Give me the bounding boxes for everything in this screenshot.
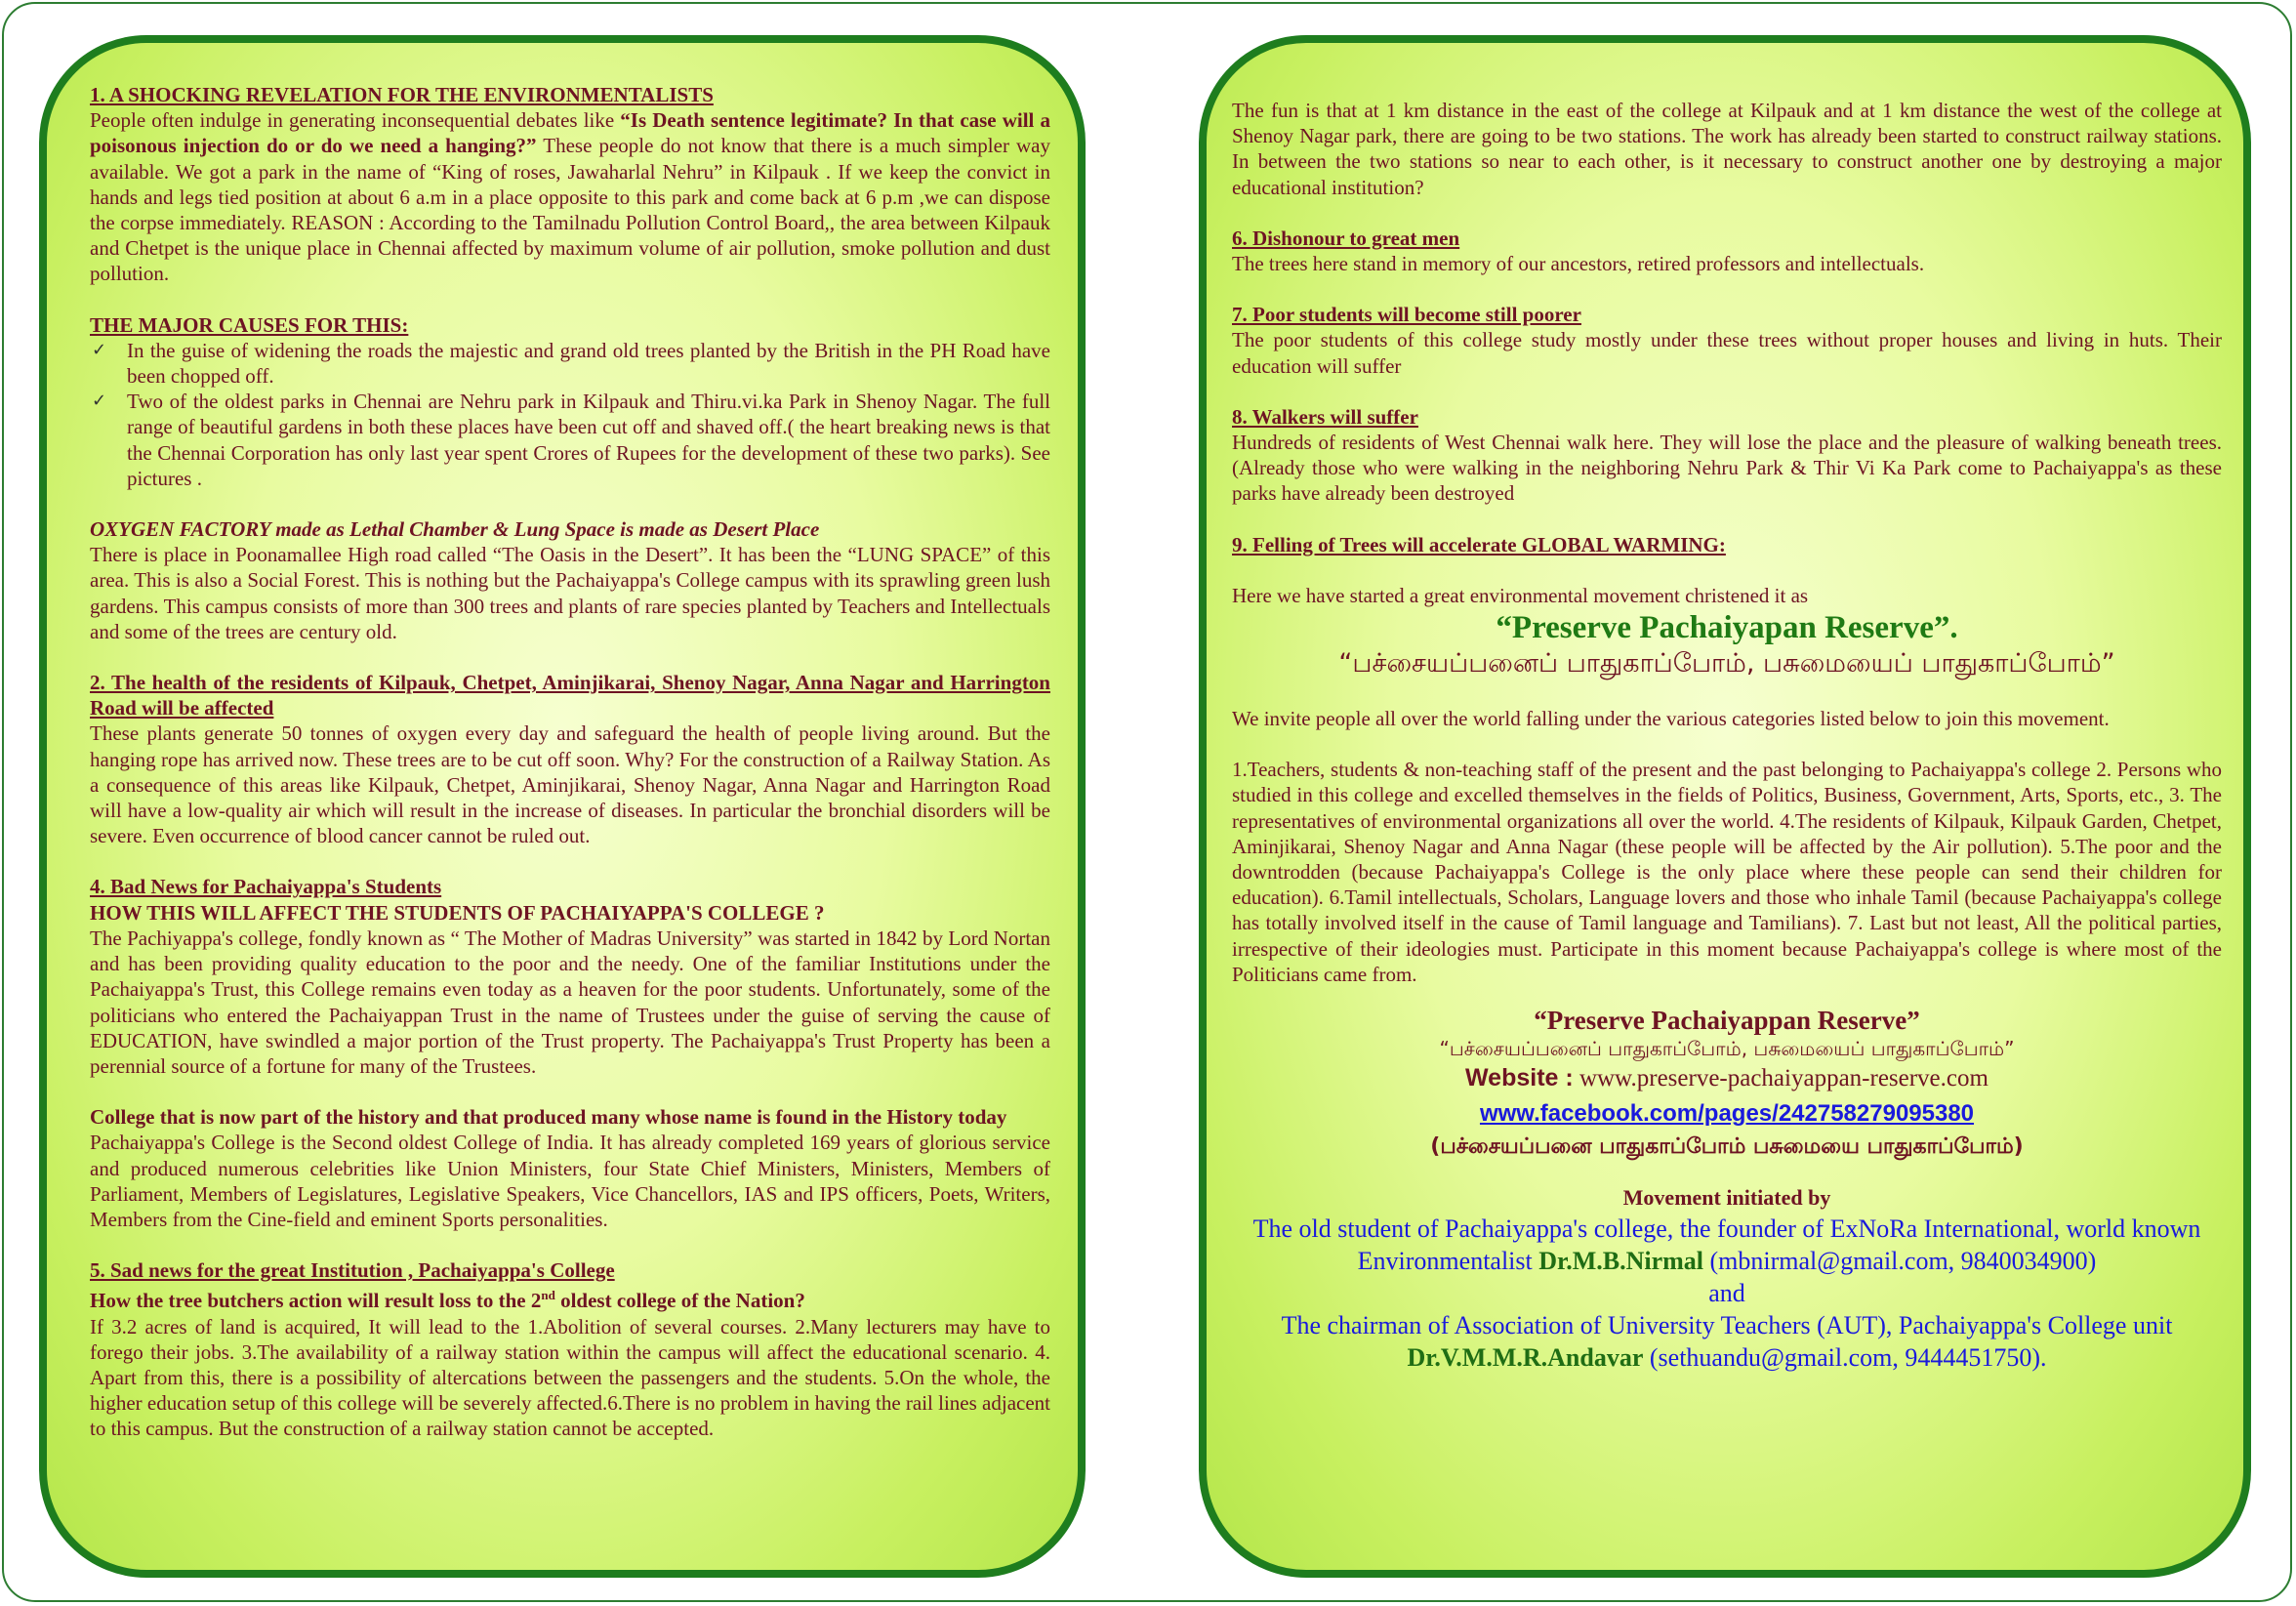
section-6-heading: 6. Dishonour to great men (1232, 226, 1460, 250)
section-5-heading: 5. Sad news for the great Institution , Pachaiyappa's College (90, 1258, 615, 1283)
facebook-link[interactable]: www.facebook.com/pages/242758279095380 (1479, 1100, 1975, 1128)
checkmark-icon: ✓ (92, 391, 107, 412)
section-5-sub-a: How the tree butchers action will result loss to the 2 (90, 1289, 542, 1313)
oxygen-heading: OXYGEN FACTORY made as Lethal Chamber & Lung Space is made as Desert Place (90, 517, 820, 542)
section-8-heading: 8. Walkers will suffer (1232, 404, 1418, 429)
causes-heading: THE MAJOR CAUSES FOR THIS: (90, 312, 409, 337)
section-7-text: The poor students of this college study mostly under these trees without proper houses and living in huts. Their education will suffer (1232, 328, 2222, 378)
invite-text: We invite people all over the world falling under the various categories listed below to join this movement. (1232, 707, 2110, 731)
initiator-2 (1232, 1309, 2222, 1374)
section-2-text: These plants generate 50 tonnes of oxygen every day and safeguard the health of people living around. But the hanging rope has arrived now. These trees are to be cut off soon. Why? For the construction of a Railway Station. As a consequence of this areas like Kilpauk, Chetpet, Aminjikarai, Shenoy Nagar, Anna Nagar and Harrington Road will have a low-quality air which will result in the increase of diseases. In particular the bronchial disorders will be severe. Even occurrence of blood cancer cannot be ruled out. (90, 721, 1050, 848)
section-1-text-a: People often indulge in generating inconsequential debates like (90, 108, 621, 133)
categories-text: 1.Teachers, students & non-teaching staff of the present and the past belonging to Pachaiyappa's college 2. Persons who studied in this college and excelled themselves in the fields of Politics, Business, Government, Arts, Sports, etc., 3. The representatives of environmental organizations all over the world. 4.The residents of Kilpauk, Kilpauk Garden, Chetpet, Aminjikarai, Shenoy Nagar and Anna Nagar (these people will be affected by the Air pollution). 5.The poor and the downtrodden (because Pachaiyappa's College is the only place where these people can send their children for education). 6.Tamil intellectuals, Scholars, Language lovers and those who inhale Tamil (because Pachaiyappa's college has totally involved itself in the cause of Tamil language and Tamilians). 7. Last but not least, All the political parties, irrespective of their ideologies must. Participate in this moment because Pachaiyappa's college is where most of the Politicians came from. (1232, 758, 2222, 986)
section-1-text (90, 107, 1050, 286)
facebook-line (1232, 1097, 2222, 1131)
slogan-tamil: “பச்சையப்பனைப் பாதுகாப்போம், பசுமையைப் பாதுகாப்போம்” (1338, 648, 2115, 679)
causes-list (90, 338, 1050, 491)
movement-intro: Here we have started a great environmental movement christened it as (1232, 583, 1809, 607)
initiator-2-name: Dr.V.M.M.R.Andavar (1407, 1343, 1644, 1373)
section-1-heading: 1. A SHOCKING REVELATION FOR THE ENVIRONMENTALISTS (90, 83, 714, 106)
section-1-text-b: These people do not know that there is a much simpler way available. We got a park in the name of “King of roses, Jawaharlal Nehru” in Kilpauk . If we keep the convict in hands and legs tied position at about 6 a.m in a place opposite to this park and come back at 6 p.m ,we can dispose the corpse immediately. REASON : According to the Tamilnadu Pollution Control Board,, the area between Kilpauk and Chetpet is the unique place in Chennai affected by maximum volume of air pollution, smoke pollution and dust pollution. (90, 134, 1051, 286)
section-5-subheading (90, 1283, 1050, 1313)
section-4-heading: 4. Bad News for Pachaiyappa's Students (90, 875, 442, 899)
section-1-text-bold: “Is Death sentence legitimate? In that case will a poisonous injection do or do we need a hanging?” (90, 108, 1050, 158)
website-line (1232, 1061, 2222, 1095)
section-5-text: If 3.2 acres of land is acquired, It will lead to the 1.Abolition of several courses. 2.Many lecturers may have to forego their jobs. 3.The availability of a railway station within the campus will affect the educational scenario. 4. Apart from this, there is a possibility of altercations between the passengers and the students. 5.On the whole, the higher education setup of this college will be severely affected.6.There is no problem in having the rail lines adjacent to this campus. But the construction of a railway station cannot be accepted. (90, 1314, 1050, 1441)
section-2-heading: 2. The health of the residents of Kilpauk, Chetpet, Aminjikarai, Shenoy Nagar, Anna Nagar and Harrington Road will be affected (90, 671, 1050, 721)
right-content (1232, 98, 2222, 1374)
oxygen-text: There is place in Poonamallee High road called “The Oasis in the Desert”. It has been the “LUNG SPACE” of this area. This is also a Social Forest. This is nothing but the Pachaiyappa's College campus with its sprawling green lush gardens. This campus consists of more than 300 trees and plants of rare species planted by Teachers and Intellectuals and some of the trees are century old. (90, 543, 1050, 643)
section-4-subheading: HOW THIS WILL AFFECT THE STUDENTS OF PACHAIYAPPA'S COLLEGE ? (90, 900, 825, 925)
history-text: Pachaiyappa's College is the Second oldest College of India. It has already completed 169 years of glorious service and produced numerous celebrities like Union Ministers, four State Chief Ministers, Ministers, Members of Parliament, Members of Legislatures, Legislative Speakers, Vice Chancellors, IAS and IPS officers, Poets, Writers, Members from the Cine-field and eminent Sports personalities. (90, 1131, 1050, 1231)
list-item (90, 338, 1050, 389)
slogan: “Preserve Pachaiyapan Reserve”. (1496, 610, 1958, 646)
section-7-heading: 7. Poor students will become still poorer (1232, 303, 1581, 327)
section-9-heading: 9. Felling of Trees will accelerate GLOBAL WARMING: (1232, 532, 1726, 556)
initiator-1-contact: (mbnirmal@gmail.com, 9840034900) (1703, 1247, 2097, 1276)
history-heading: College that is now part of the history and that produced many whose name is found in the History today (90, 1105, 1007, 1130)
section-5-sub-sup: nd (541, 1288, 555, 1303)
footer-tamil: “பச்சையப்பனைப் பாதுகாப்போம், பசுமையைப் பாதுகாப்போம்” (1439, 1037, 2015, 1061)
footer-title: “Preserve Pachaiyappan Reserve” (1534, 1006, 1920, 1036)
initiator-2-contact: (sethuandu@gmail.com, 9444451750). (1643, 1343, 2047, 1373)
list-item (90, 389, 1050, 491)
footer-tamil-paren: (பச்சையப்பனை பாதுகாப்போம் பசுமையை பாதுகாப்போம்) (1430, 1134, 2024, 1160)
initiator-1 (1232, 1213, 2222, 1277)
website-label: Website : (1465, 1064, 1574, 1092)
section-4-text: The Pachiyappa's college, fondly known as “ The Mother of Madras University” was started in 1842 by Lord Nortan and has been providing quality education to the poor and the needy. One of the familiar Institutions under the Pachaiyappa's Trust, this College remains even today as a heaven for the poor students. Unfortunately, some of the politicians who entered the Pachaiyappan Trust in the name of Trustees under the guise of serving the cause of EDUCATION, have swindled a major portion of the Trust property. The Pachaiyappa's Trust Property has been a perennial source of a fortune for many of the Trustees. (90, 926, 1050, 1078)
left-panel (39, 35, 1086, 1578)
initiator-2-text: The chairman of Association of University Teachers (AUT), Pachaiyappa's College unit (1281, 1311, 2173, 1340)
section-6-text: The trees here stand in memory of our ancestors, retired professors and intellectuals. (1232, 252, 1925, 276)
section-8-text: Hundreds of residents of West Chennai walk here. They will lose the place and the pleasure of walking beneath trees. (Already those who were walking in the neighboring Nehru Park & Thir Vi Ka Park come to Pachaiyappa's as these parks have already been destroyed (1232, 431, 2222, 506)
right-panel (1199, 35, 2251, 1578)
checkmark-icon: ✓ (92, 339, 107, 360)
intro-text: The fun is that at 1 km distance in the east of the college at Kilpauk and at 1 km distance the west of the college at Shenoy Nagar park, there are going to be two stations. The work has already been started to construct railway stations. In between the two stations so near to each other, is it necessary to construct another one by destroying a major educational institution? (1232, 99, 2222, 199)
cause-text: In the guise of widening the roads the majestic and grand old trees planted by the British in the PH Road have been chopped off. (127, 338, 1050, 389)
cause-text: Two of the oldest parks in Chennai are Nehru park in Kilpauk and Thiru.vi.ka Park in Shenoy Nagar. The full range of beautiful gardens in both these places have been cut off and shaved off.( the heart breaking news is that the Chennai Corporation has only last year spent Crores of Rupees for the development of these two parks). See pictures . (127, 390, 1050, 490)
initiator-1-text: The old student of Pachaiyappa's college, the founder of ExNoRa International, world known Environmentalist (1252, 1215, 2201, 1276)
website-link[interactable]: www.preserve-pachaiyappan-reserve.com (1578, 1065, 1988, 1092)
and-text: and (1708, 1279, 1745, 1308)
left-content (90, 82, 1050, 1442)
section-5-sub-b: oldest college of the Nation? (554, 1289, 805, 1313)
initiated-by: Movement initiated by (1622, 1185, 1831, 1211)
initiator-1-name: Dr.M.B.Nirmal (1538, 1247, 1703, 1276)
